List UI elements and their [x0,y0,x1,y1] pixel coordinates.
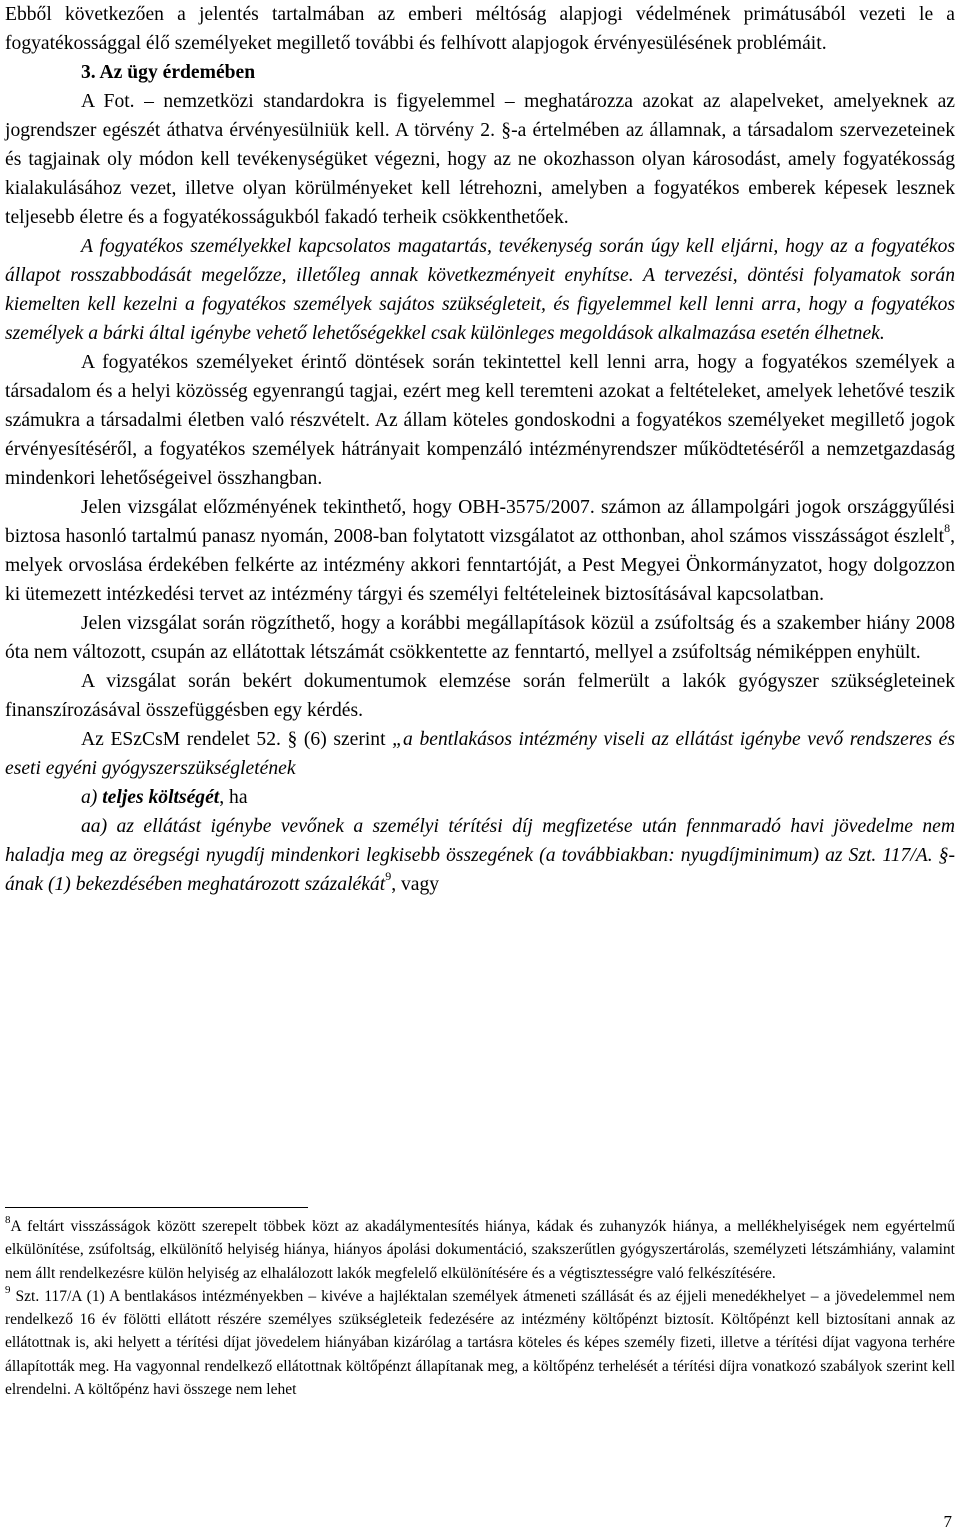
text-span: , vagy [391,874,440,895]
paragraph-intro: Ebből következően a jelentés tartalmában az emberi méltóság alapjogi védelmének primátusából vezeti le a fogyatékossággal élő személyeket megillető további és felhívott alapjogok érvényesülésének problémáit. [5,4,955,54]
footnote-number: 9 [5,1283,11,1296]
footnote-text: Szt. 117/A (1) A bentlakásos intézményekben – kivéve a hajléktalan személyek átmeneti szállását és az éjjeli menedékhelyet – a jövedelemmel nem rendelkező 16 év fölötti ellátott részére személyes szükségleteik fedezésére az intézmény költőpénzt biztosít. Költőpénzt kell biztosítani annak az ellátottnak is, aki helyett a térítési díjat jövedelem hiányában kizárólag a tartásra köteles és képes személy fizeti, illetve a térítési díjat vagyona terhére állapították meg. Ha vagyonnal rendelkező ellátottnak költőpénzt állapítanak meg, a költőpénz terhelését a térítési díjra vonatkozó szabályok szerint kell elrendelni. A költőpénz havi összege nem lehet [5,1287,955,1399]
point-text: az ellátást igénybe vevőnek a személyi térítési díj megfizetése után fennmaradó havi jövedelme nem haladja meg az öregségi nyugdíj mindenkori legkisebb összegének (a továbbiakban: nyugdíjminimum) az Szt. 117/A. §-ának (1) bekezdésében meghatározott százalékát [5,816,955,895]
paragraph-italic-quote: A fogyatékos személyekkel kapcsolatos magatartás, tevékenység során úgy kell eljárni, hogy az a fogyatékos állapot rosszabbodását megelőzze, illetőleg annak következményeit enyhítse. A tervezési, döntési folyamatok során kiemelten kell kezelni a fogyatékos személyek sajátos szükségleteit, és figyelemmel kell lenni arra, hogy a fogyatékos személyek a bárki által igénybe vehető lehetőségekkel csak különleges megoldások alkalmazása esetén élhetnek. [5,236,955,344]
text-span: Az ESzCsM rendelet 52. § (6) szerint [81,729,393,750]
point-label: aa) [81,816,117,837]
paragraph-point-aa [5,812,955,899]
point-label: a) [81,787,103,808]
footnote-8 [5,1215,955,1285]
text-span: , ha [219,787,248,808]
text-span: , melyek orvoslása érdekében felkérte az intézmény akkori fenntartóját, a Pest Megyei Önkormányzatot, hogy dolgozzon ki ütemezett intézkedési tervet az intézmény tárgyi és személyi feltételeinek biztosításával kapcsolatban. [5,526,955,605]
paragraph-findings: Jelen vizsgálat során rögzíthető, hogy a korábbi megállapítások közül a zsúfoltság és a szakember hiány 2008 óta nem változott, csupán az ellátottak létszámát csökkentette az fenntartó, mellyel a zsúfoltság némiképpen enyhült. [5,613,955,663]
point-emphasis: teljes költségét [102,787,220,808]
footnote-separator [5,1207,308,1208]
paragraph-decisions: A fogyatékos személyeket érintő döntések során tekintettel kell lenni arra, hogy a fogyatékos személyek a társadalom és a helyi közösség egyenrangú tagjai, ezért meg kell teremteni azokat a feltételeket, amelyek lehetővé teszik számukra a társadalmi életben való részvételt. Az állam köteles gondoskodni a fogyatékos személyeket megillető jogok érvényesítéséről, a fogyatékos személyek hátrányait kompenzáló intézményrendszer működtetéséről a nemzetgazdaság mindenkori lehetőségeivel összhangban. [5,352,955,489]
paragraph-regulation [5,725,955,783]
page-number: 7 [943,1512,952,1531]
text-span: Jelen vizsgálat előzményének tekinthető, hogy OBH-3575/2007. számon az állampolgári jogok országgyűlési biztosa hasonló tartalmú panasz nyomán, 2008-ban folytatott vizsgálatot az otthonban, ahol számos visszásságot észlelt [5,497,955,547]
paragraph-question: A vizsgálat során bekért dokumentumok elemzése során felmerült a lakók gyógyszer szükségleteinek finanszírozásával összefüggésben egy kérdés. [5,671,955,721]
main-text [5,0,955,899]
regulation-quote: „a bentlakásos intézmény viseli az ellátást igénybe vevő rendszeres és eseti egyéni gyógyszerszükségletének [5,729,956,779]
footnote-9 [5,1285,955,1401]
paragraph-previous-investigation [5,493,955,609]
footnote-ref-8[interactable]: 8 [944,521,951,536]
paragraph-fot: A Fot. – nemzetközi standardokra is figyelemmel – meghatározza azokat az alapelveket, amelyeknek az jogrendszer egészét áthatva érvényesülniük kell. A törvény 2. §-a értelmében az államnak, a társadalom szervezeteinek és tagjainak oly módon kell tevékenységüket végezni, hogy az ne okozhasson olyan károsodást, amely fogyatékosság kialakulásához vezet, illetve olyan körülményeket kell létrehozni, amelyben a fogyatékos emberek képesek lesznek teljesebb életre és a fogyatékosságukból fakadó terheik csökkenthetőek. [5,91,955,228]
footnote-ref-9[interactable]: 9 [385,869,392,884]
footnote-text: A feltárt visszásságok között szerepelt többek közt az akadálymentesítés hiánya, kádak és zuhanyzók hiánya, a mellékhelyiségek nem egyértelmű elkülönítése, zsúfoltság, elkülönítő helyiség hiánya, hiányos ápolási dokumentáció, szakszerűtlen gyógyszertárolás, személyzeti létszámhiány, valamint nem állt rendelkezésre külön helyiség az elhalálozott lakók megfelelő elkülönítésére és a végtisztességre való felkészítésére. [5,1218,955,1282]
footnote-number: 8 [5,1213,11,1226]
section-heading: 3. Az ügy érdemében [81,62,256,83]
footnotes [5,1215,955,1401]
paragraph-point-a [5,783,955,812]
